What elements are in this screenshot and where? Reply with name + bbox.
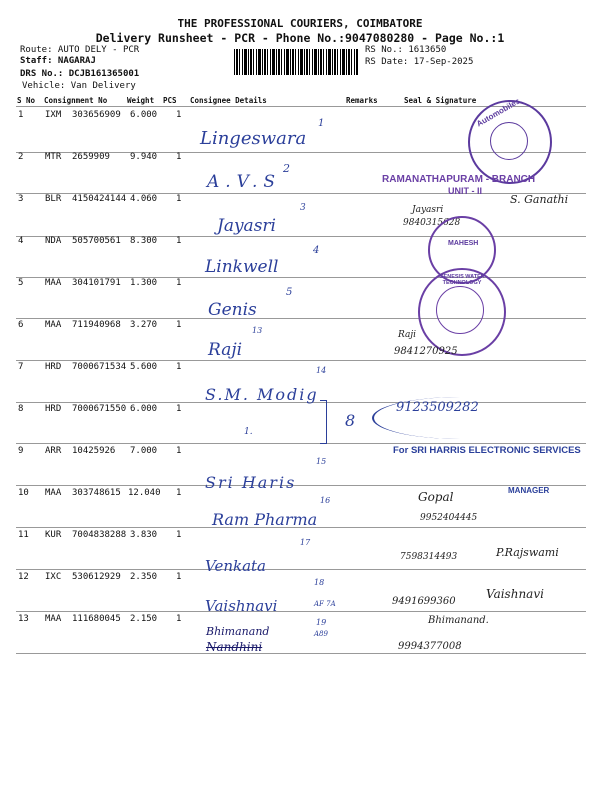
hw-consignee-6: Raji	[208, 340, 243, 360]
row-sno: 13	[18, 614, 29, 624]
hw-mark-10: 15	[316, 457, 327, 466]
col-remarks: Remarks	[346, 96, 378, 105]
hw-consignee-5: Genis	[208, 300, 257, 320]
row-sno: 10	[18, 488, 29, 498]
hw-mark-6: 13	[252, 326, 263, 335]
row-consignment: 4150424144	[72, 194, 127, 204]
row-pcs: 1	[176, 488, 182, 498]
stamp-inner-ring	[490, 122, 528, 160]
row-code: BLR	[45, 194, 62, 204]
hw-a89: A89	[314, 630, 328, 638]
col-weight: Weight	[127, 96, 155, 105]
row-sno: 7	[18, 362, 24, 372]
row-weight: 5.600	[130, 362, 158, 372]
row-pcs: 1	[176, 320, 182, 330]
drs-label: DRS No.: DCJB161365001	[20, 69, 140, 79]
col-pcs: PCS	[163, 96, 177, 105]
col-sno: S No	[17, 96, 36, 105]
row-consignment: 711940968	[72, 320, 121, 330]
hw-mark-3: 3	[300, 203, 306, 213]
hw-rem-jayasri: Jayasri	[412, 205, 444, 215]
col-seal: Seal & Signature	[404, 96, 477, 105]
hw-mark-8: 1.	[244, 427, 253, 437]
row-sno: 6	[18, 320, 24, 330]
company-title: THE PROFESSIONAL COURIERS, COIMBATORE	[177, 17, 423, 30]
row-weight: 6.000	[130, 404, 158, 414]
hw-phone-6: 9994377008	[398, 641, 462, 652]
hw-mark-12: 17	[300, 538, 311, 547]
hw-consignee-2: A.V.S	[207, 172, 282, 192]
hw-mark-7: 14	[316, 366, 327, 375]
hw-ganathi: S. Ganathi	[510, 193, 569, 206]
row-consignment: 7000671550	[72, 404, 127, 414]
row-consignment: 303656909	[72, 110, 121, 120]
row-pcs: 1	[176, 194, 182, 204]
hw-rem-vaish: Vaishnavi	[486, 587, 544, 601]
hw-brace-8: 8	[345, 411, 356, 430]
row-code: HRD	[45, 404, 62, 414]
hw-bhimanand: Bhimanand	[206, 625, 270, 638]
stamp-ramanathapuram: RAMANATHAPURAM - BRANCH	[382, 174, 536, 185]
hw-rem-gopal: Gopal	[418, 490, 454, 504]
row-pcs: 1	[176, 572, 182, 582]
row-code: HRD	[45, 362, 62, 372]
row-pcs: 1	[176, 362, 182, 372]
hw-consignee-4: Linkwell	[205, 257, 279, 277]
brace	[320, 400, 327, 444]
row-weight: 3.830	[130, 530, 158, 540]
row-sno: 4	[18, 236, 24, 246]
row-weight: 9.940	[130, 152, 158, 162]
row-consignment: 304101791	[72, 278, 121, 288]
row-pcs: 1	[176, 110, 182, 120]
hw-19: 19	[316, 618, 327, 627]
row-consignment: 303748615	[72, 488, 121, 498]
row-divider	[16, 611, 586, 612]
row-divider	[16, 569, 586, 570]
row-code: MTR	[45, 152, 62, 162]
stamp-haris: For SRI HARRIS ELECTRONIC SERVICES	[393, 445, 581, 456]
row-consignment: 505700561	[72, 236, 121, 246]
stamp-automobiles	[468, 96, 552, 184]
stamp-genesis	[418, 268, 506, 356]
hw-phone-5: 9491699360	[392, 596, 456, 607]
hw-phone-4: 7598314493	[400, 552, 458, 562]
row-pcs: 1	[176, 236, 182, 246]
row-weight: 1.300	[130, 278, 158, 288]
hw-consignee-1: Lingeswara	[200, 128, 307, 149]
row-code: ARR	[45, 446, 62, 456]
stamp-manager: MANAGER	[508, 486, 550, 495]
vehicle-label: Vehicle: Van Delivery	[22, 81, 136, 91]
row-consignment: 111680045	[72, 614, 121, 624]
hw-mark-2: 2	[283, 162, 290, 175]
row-weight: 2.150	[130, 614, 158, 624]
hw-consignee-3: Jayasri	[217, 216, 276, 236]
hw-consignee-11: Ram Pharma	[212, 510, 318, 529]
hw-rem-bhimanand: Bhimanand.	[428, 615, 489, 626]
hw-phone-1: 9123509282	[396, 400, 479, 415]
col-consignee: Consignee Details	[190, 96, 267, 105]
stamp-genesis-text: GENESIS WATER TECHNOLOGY	[439, 274, 485, 286]
hw-mark-4: 4	[313, 245, 320, 256]
route-label: Route: AUTO DELY - PCR	[20, 45, 140, 55]
row-sno: 8	[18, 404, 24, 414]
hw-consignee-13: Vaishnavi	[205, 597, 278, 615]
row-weight: 6.000	[130, 110, 158, 120]
row-consignment: 2659909	[72, 152, 110, 162]
row-pcs: 1	[176, 152, 182, 162]
row-code: MAA	[45, 320, 62, 330]
row-sno: 9	[18, 446, 24, 456]
row-pcs: 1	[176, 530, 182, 540]
row-sno: 12	[18, 572, 29, 582]
row-sno: 5	[18, 278, 24, 288]
hw-consignee-10: Sri Haris	[205, 473, 297, 492]
row-weight: 4.060	[130, 194, 158, 204]
row-pcs: 1	[176, 404, 182, 414]
row-weight: 7.000	[130, 446, 158, 456]
row-sno: 1	[18, 110, 24, 120]
row-pcs: 1	[176, 278, 182, 288]
row-code: MAA	[45, 614, 62, 624]
row-sno: 2	[18, 152, 24, 162]
stamp-auto-text: Automobiles	[474, 96, 522, 129]
row-pcs: 1	[176, 446, 182, 456]
rs-date: RS Date: 17-Sep-2025	[365, 57, 474, 67]
hw-mark-11: 16	[320, 496, 331, 505]
hw-rem-raji: Raji	[398, 330, 417, 340]
row-weight: 2.350	[130, 572, 158, 582]
row-weight: 3.270	[130, 320, 158, 330]
barcode	[234, 49, 358, 75]
hw-phone-2: 9841270925	[394, 346, 458, 357]
col-consignment: Consignment No	[44, 96, 108, 105]
row-code: KUR	[45, 530, 62, 540]
stamp-genesis-inner	[436, 286, 484, 334]
row-pcs: 1	[176, 614, 182, 624]
hw-rem-jayasri-phone: 9840315628	[403, 218, 461, 228]
hw-af: AF 7A	[314, 600, 336, 608]
hw-struck-name: Nandhini	[206, 640, 263, 654]
row-weight: 8.300	[130, 236, 158, 246]
hw-mark-13: 18	[314, 578, 325, 587]
rs-number: RS No.: 1613650	[365, 45, 447, 55]
row-weight: 12.040	[128, 488, 161, 498]
hw-mark-1: 1	[318, 118, 325, 129]
stamp-mahesh-text: MAHESH	[448, 240, 479, 247]
hw-consignee-7: S.M. Modig	[205, 385, 319, 404]
row-consignment: 530612929	[72, 572, 121, 582]
staff-label: Staff: NAGARAJ	[20, 56, 96, 66]
hw-phone-3: 9952404445	[420, 513, 478, 523]
hw-mark-5: 5	[286, 287, 293, 298]
row-code: MAA	[45, 488, 62, 498]
row-code: IXC	[45, 572, 62, 582]
row-sno: 11	[18, 530, 29, 540]
stamp-unit: UNIT - II	[448, 186, 482, 196]
hw-rem-rajswami: P.Rajswami	[496, 546, 559, 559]
runsheet-subtitle: Delivery Runsheet - PCR - Phone No.:9047080280 - Page No.:1	[95, 31, 505, 45]
row-code: IXM	[45, 110, 62, 120]
row-consignment: 7000671534	[72, 362, 127, 372]
row-code: NDA	[45, 236, 62, 246]
hw-consignee-12: Venkata	[205, 557, 266, 575]
row-consignment: 7004838288	[72, 530, 127, 540]
row-sno: 3	[18, 194, 24, 204]
row-divider	[16, 653, 586, 654]
row-divider	[16, 443, 586, 444]
row-divider	[16, 485, 586, 486]
row-consignment: 10425926	[72, 446, 116, 456]
row-divider	[16, 360, 586, 361]
row-code: MAA	[45, 278, 62, 288]
